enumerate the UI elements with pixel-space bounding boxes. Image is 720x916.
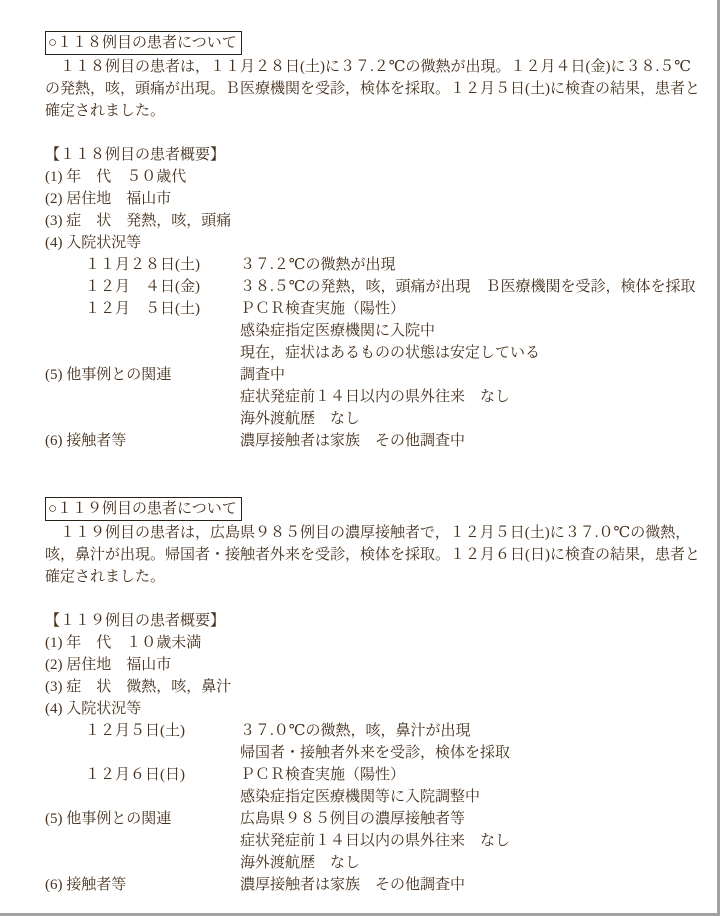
row-date <box>85 742 240 764</box>
row-date: １２月５日(土) <box>85 723 185 739</box>
row-description: ３７.０℃の微熱，咳，鼻汁が出現 <box>240 723 471 739</box>
row-label <box>45 830 240 852</box>
row-description: 感染症指定医療機関等に入院調整中 <box>240 789 481 805</box>
row-description: 広島県９８５例目の濃厚接触者等 <box>240 811 466 827</box>
row-label <box>45 408 240 430</box>
section-heading-row <box>45 31 705 56</box>
intro-paragraph <box>45 56 705 122</box>
row-indent <box>45 764 85 786</box>
row-description: 調査中 <box>240 367 286 383</box>
summary-row <box>45 166 705 188</box>
row-description: 現在，症状はあるものの状態は安定している <box>240 345 541 361</box>
summary-row <box>45 386 705 408</box>
section-heading-row <box>45 497 705 522</box>
row-indent <box>45 254 85 276</box>
row-date: １２月６日(日) <box>85 767 185 783</box>
summary-row <box>45 254 705 276</box>
row-indent <box>45 342 85 364</box>
summary-row <box>45 632 705 654</box>
row-label: (6) 接触者等 <box>45 433 127 449</box>
boxed-section-heading: ○１１９例目の患者について <box>45 497 242 521</box>
summary-row <box>45 742 705 764</box>
row-indent <box>45 276 85 298</box>
row-label: (1) 年 代 １０歳未満 <box>45 635 202 651</box>
summary-row <box>45 676 705 698</box>
summary-row <box>45 698 705 720</box>
summary-row <box>45 808 705 830</box>
summary-rows <box>45 632 705 896</box>
row-description: 濃厚接触者は家族 その他調査中 <box>240 433 466 449</box>
row-indent <box>45 742 85 764</box>
row-indent <box>45 298 85 320</box>
summary-row <box>45 874 705 896</box>
row-date <box>85 342 240 364</box>
row-description: ３７.２℃の微熱が出現 <box>240 257 396 273</box>
summary-row <box>45 232 705 254</box>
row-description: ＰＣＲ検査実施（陽性） <box>240 767 406 783</box>
summary-row <box>45 342 705 364</box>
summary-row <box>45 786 705 808</box>
row-label: (3) 症 状 微熱，咳，鼻汁 <box>45 679 232 695</box>
intro-line: の発熱，咳，頭痛が出現。Ｂ医療機関を受診，検体を採取。１２月５日(土)に検査の結果，患者と <box>45 81 700 97</box>
row-description: 症状発症前１４日以内の県外往来 なし <box>240 389 511 405</box>
row-label: (6) 接触者等 <box>45 877 127 893</box>
row-indent <box>45 786 85 808</box>
row-indent <box>45 320 85 342</box>
intro-line: 確定されました。 <box>45 569 166 585</box>
row-label: (2) 居住地 福山市 <box>45 191 172 207</box>
row-description: 海外渡航歴 なし <box>240 855 361 871</box>
summary-row <box>45 852 705 874</box>
row-label: (2) 居住地 福山市 <box>45 657 172 673</box>
summary-row <box>45 210 705 232</box>
row-label <box>45 852 240 874</box>
summary-row <box>45 188 705 210</box>
row-description: 濃厚接触者は家族 その他調査中 <box>240 877 466 893</box>
summary-row <box>45 364 705 386</box>
row-date <box>85 320 240 342</box>
summary-row <box>45 430 705 452</box>
summary-row <box>45 830 705 852</box>
intro-paragraph <box>45 522 705 588</box>
row-description: ３８.５℃の発熱，咳，頭痛が出現 Ｂ医療機関を受診，検体を採取 <box>240 279 696 295</box>
summary-title: 【１１８例目の患者概要】 <box>45 147 226 163</box>
row-label: (5) 他事例との関連 <box>45 367 172 383</box>
summary-row <box>45 764 705 786</box>
row-label: (1) 年 代 ５０歳代 <box>45 169 187 185</box>
patient-case-section <box>45 31 705 452</box>
row-description: 帰国者・接触者外来を受診，検体を採取 <box>240 745 511 761</box>
row-date: １２月 ４日(金) <box>85 279 200 295</box>
summary-row <box>45 720 705 742</box>
intro-line: 確定されました。 <box>45 103 166 119</box>
summary-row <box>45 320 705 342</box>
summary-row <box>45 654 705 676</box>
row-label: (5) 他事例との関連 <box>45 811 172 827</box>
summary-rows <box>45 166 705 452</box>
summary-title: 【１１９例目の患者概要】 <box>45 613 226 629</box>
summary-row <box>45 298 705 320</box>
row-label: (4) 入院状況等 <box>45 235 142 251</box>
summary-row <box>45 276 705 298</box>
row-date: １２月 ５日(土) <box>85 301 200 317</box>
boxed-section-heading: ○１１８例目の患者について <box>45 31 242 55</box>
intro-line: １１８例目の患者は，１１月２８日(土)に３７.２℃の微熱が出現。１２月４日(金)に３８.５℃ <box>45 59 692 75</box>
row-description: 感染症指定医療機関に入院中 <box>240 323 436 339</box>
row-description: ＰＣＲ検査実施（陽性） <box>240 301 406 317</box>
row-label <box>45 386 240 408</box>
row-description: 症状発症前１４日以内の県外往来 なし <box>240 833 511 849</box>
intro-line: １１９例目の患者は，広島県９８５例目の濃厚接触者で，１２月５日(土)に３７.０℃の微熱， <box>45 525 691 541</box>
intro-line: 咳，鼻汁が出現。帰国者・接触者外来を受診，検体を採取。１２月６日(日)に検査の結果，患者と <box>45 547 700 563</box>
row-label: (4) 入院状況等 <box>45 701 142 717</box>
row-date <box>85 786 240 808</box>
row-description: 海外渡航歴 なし <box>240 411 361 427</box>
row-indent <box>45 720 85 742</box>
patient-case-section <box>45 497 705 896</box>
row-date: １１月２８日(土) <box>85 257 200 273</box>
summary-row <box>45 408 705 430</box>
row-label: (3) 症 状 発熱，咳，頭痛 <box>45 213 232 229</box>
